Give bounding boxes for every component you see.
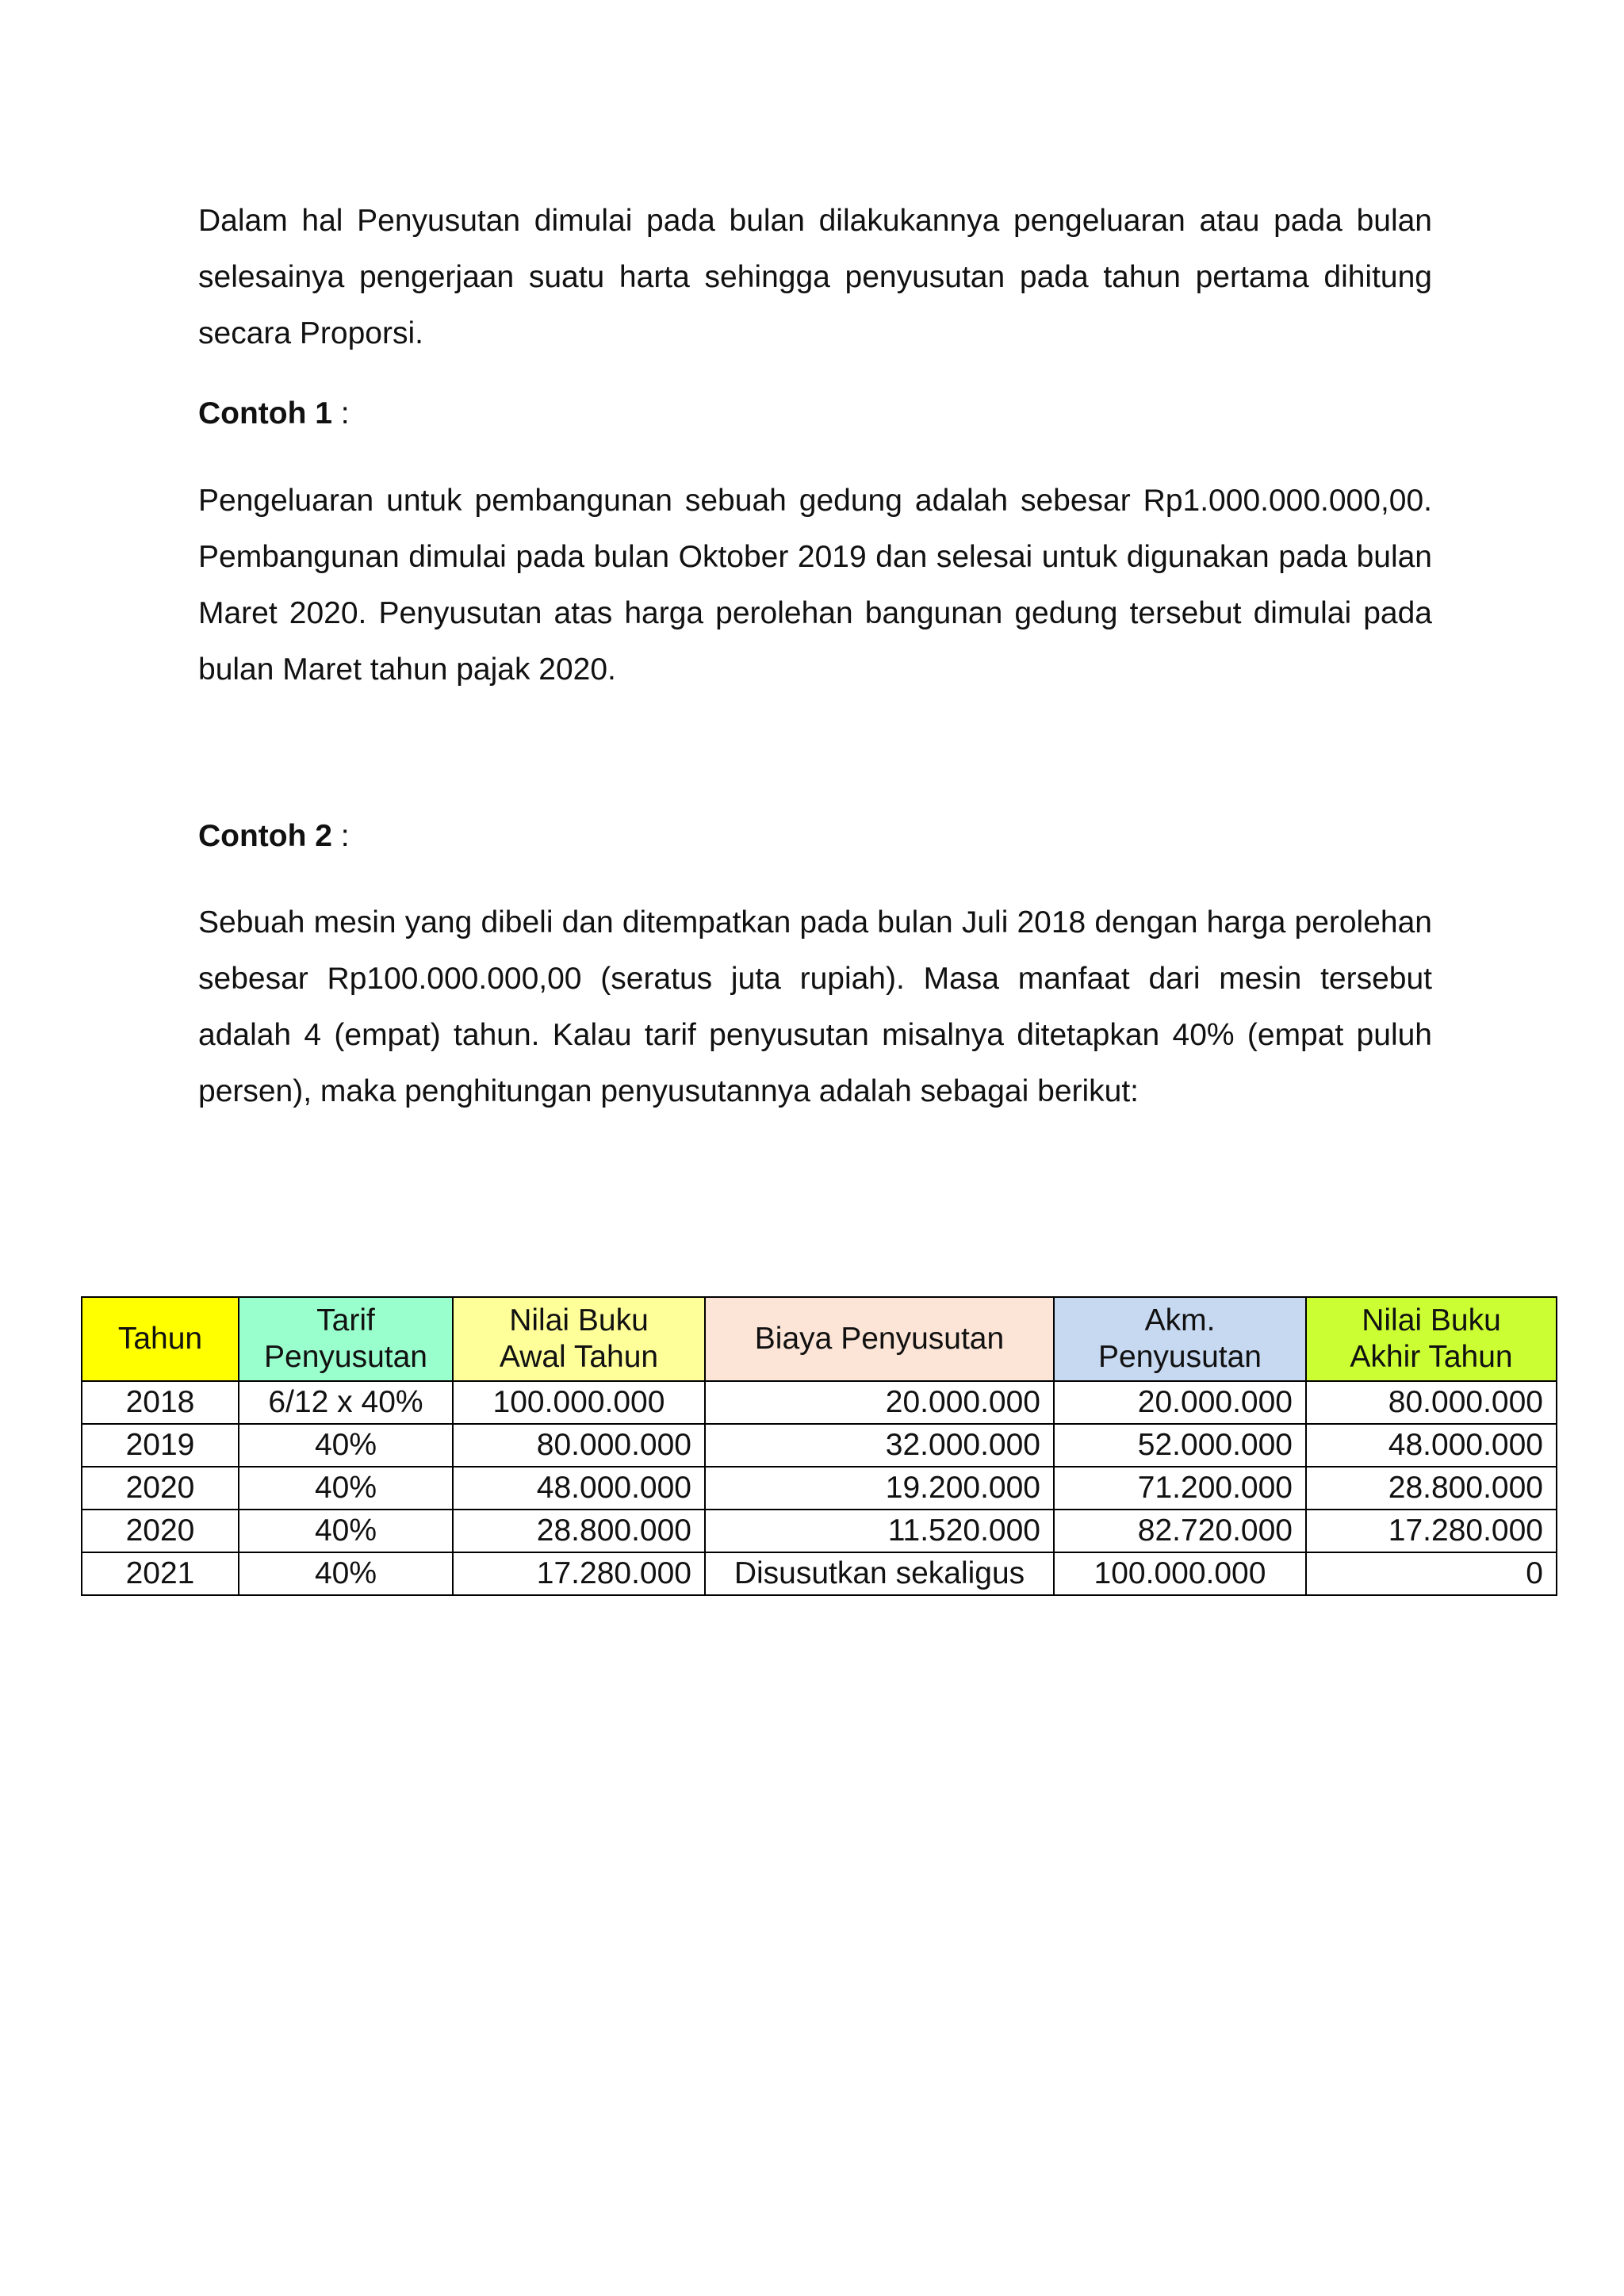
table-row [82, 1467, 1557, 1510]
cell-nilai-awal: 28.800.000 [453, 1510, 705, 1552]
cell-akm: 52.000.000 [1054, 1424, 1306, 1467]
contoh-2-label: Contoh 2 [198, 819, 332, 853]
cell-nilai-awal: 80.000.000 [453, 1424, 705, 1467]
cell-biaya: 20.000.000 [705, 1381, 1054, 1424]
cell-nilai-akhir: 17.280.000 [1306, 1510, 1557, 1552]
cell-tarif: 40% [239, 1510, 453, 1552]
cell-biaya: Disusutkan sekaligus [705, 1552, 1054, 1595]
header-biaya-penyusutan: Biaya Penyusutan [705, 1297, 1054, 1381]
cell-nilai-awal: 48.000.000 [453, 1467, 705, 1510]
contoh-1-label: Contoh 1 [198, 396, 332, 430]
header-nilai-buku-akhir: Nilai Buku Akhir Tahun [1306, 1297, 1557, 1381]
cell-tarif: 40% [239, 1552, 453, 1595]
header-nilai-buku-awal: Nilai Buku Awal Tahun [453, 1297, 705, 1381]
table-row [82, 1552, 1557, 1595]
table-row [82, 1424, 1557, 1467]
cell-biaya: 32.000.000 [705, 1424, 1054, 1467]
intro-paragraph: Dalam hal Penyusutan dimulai pada bulan dilakukannya pengeluaran atau pada bulan selesainya pengerjaan suatu harta sehingga penyusutan pada tahun pertama dihitung secara Proporsi. [198, 204, 1432, 350]
cell-tarif: 40% [239, 1467, 453, 1510]
cell-akm: 82.720.000 [1054, 1510, 1306, 1552]
table-row [82, 1381, 1557, 1424]
cell-akm: 20.000.000 [1054, 1381, 1306, 1424]
cell-akm: 71.200.000 [1054, 1467, 1306, 1510]
cell-nilai-awal: 17.280.000 [453, 1552, 705, 1595]
cell-biaya: 19.200.000 [705, 1467, 1054, 1510]
cell-biaya: 11.520.000 [705, 1510, 1054, 1552]
cell-akm: 100.000.000 [1054, 1552, 1306, 1595]
cell-tahun: 2020 [82, 1467, 239, 1510]
header-tahun: Tahun [82, 1297, 239, 1381]
cell-nilai-awal: 100.000.000 [453, 1381, 705, 1424]
contoh-1-heading [198, 390, 350, 438]
cell-tahun: 2019 [82, 1424, 239, 1467]
cell-nilai-akhir: 28.800.000 [1306, 1467, 1557, 1510]
contoh-1-paragraph: Pengeluaran untuk pembangunan sebuah gedung adalah sebesar Rp1.000.000.000,00. Pembangunan dimulai pada bulan Oktober 2019 dan selesai untuk digunakan pada bulan Maret 2020. Penyusutan atas harga perolehan bangunan gedung tersebut dimulai pada bulan Maret tahun pajak 2020. [198, 484, 1432, 687]
cell-nilai-akhir: 80.000.000 [1306, 1381, 1557, 1424]
contoh-2-paragraph: Sebuah mesin yang dibeli dan ditempatkan pada bulan Juli 2018 dengan harga perolehan sebesar Rp100.000.000,00 (seratus juta rupiah). Masa manfaat dari mesin tersebut adalah 4 (empat) tahun. Kalau tarif penyusutan misalnya ditetapkan 40% (empat puluh persen), maka penghitungan penyusutannya adalah sebagai berikut: [198, 905, 1432, 1108]
header-tarif-penyusutan: Tarif Penyusutan [239, 1297, 453, 1381]
cell-tahun: 2021 [82, 1552, 239, 1595]
contoh-2-heading [198, 813, 350, 860]
cell-nilai-akhir: 48.000.000 [1306, 1424, 1557, 1467]
header-akm-penyusutan: Akm. Penyusutan [1054, 1297, 1306, 1381]
cell-tahun: 2018 [82, 1381, 239, 1424]
contoh-2-colon: : [331, 819, 350, 853]
cell-tahun: 2020 [82, 1510, 239, 1552]
cell-tarif: 6/12 x 40% [239, 1381, 453, 1424]
table-header-row [82, 1297, 1557, 1381]
cell-tarif: 40% [239, 1424, 453, 1467]
cell-nilai-akhir: 0 [1306, 1552, 1557, 1595]
contoh-1-colon: : [331, 396, 350, 430]
depreciation-table [81, 1296, 1557, 1596]
table-row [82, 1510, 1557, 1552]
